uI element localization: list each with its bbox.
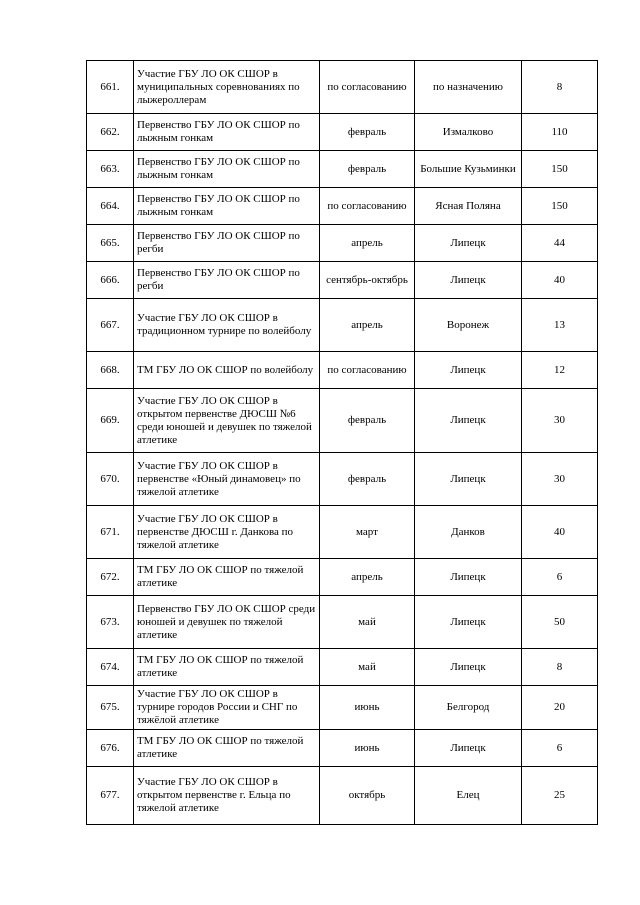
event-name-cell: ТМ ГБУ ЛО ОК СШОР по тяжелой атлетике [134, 730, 320, 767]
table-row [87, 225, 598, 262]
event-name-cell: Участие ГБУ ЛО ОК СШОР в первенстве ДЮСШ г. Данкова по тяжелой атлетике [134, 506, 320, 559]
participants-cell: 8 [522, 61, 598, 114]
participants-cell: 8 [522, 649, 598, 686]
table-row [87, 114, 598, 151]
place-cell: Липецк [415, 225, 522, 262]
table-row [87, 61, 598, 114]
participants-cell: 150 [522, 188, 598, 225]
event-name-cell: Первенство ГБУ ЛО ОК СШОР по лыжным гонкам [134, 151, 320, 188]
table-row [87, 352, 598, 389]
event-name-cell: Участие ГБУ ЛО ОК СШОР в первенстве «Юный динамовец» по тяжелой атлетике [134, 453, 320, 506]
participants-cell: 6 [522, 559, 598, 596]
place-cell: Белгород [415, 686, 522, 730]
row-number-cell: 677. [87, 767, 134, 825]
date-cell: сентябрь-октябрь [320, 262, 415, 299]
row-number-cell: 667. [87, 299, 134, 352]
table-row [87, 151, 598, 188]
place-cell: Липецк [415, 453, 522, 506]
table-row [87, 649, 598, 686]
event-name-cell: Первенство ГБУ ЛО ОК СШОР по регби [134, 225, 320, 262]
row-number-cell: 670. [87, 453, 134, 506]
date-cell: апрель [320, 225, 415, 262]
place-cell: Измалково [415, 114, 522, 151]
place-cell: Липецк [415, 730, 522, 767]
table-row [87, 453, 598, 506]
row-number-cell: 666. [87, 262, 134, 299]
table-row [87, 299, 598, 352]
row-number-cell: 676. [87, 730, 134, 767]
table-row [87, 686, 598, 730]
row-number-cell: 672. [87, 559, 134, 596]
table-row [87, 506, 598, 559]
row-number-cell: 674. [87, 649, 134, 686]
date-cell: по согласованию [320, 61, 415, 114]
participants-cell: 40 [522, 262, 598, 299]
table-body [87, 61, 598, 825]
row-number-cell: 669. [87, 389, 134, 453]
table-row [87, 767, 598, 825]
date-cell: февраль [320, 151, 415, 188]
row-number-cell: 663. [87, 151, 134, 188]
date-cell: февраль [320, 114, 415, 151]
event-name-cell: Участие ГБУ ЛО ОК СШОР в открытом первенстве ДЮСШ №6 среди юношей и девушек по тяжелой атлетике [134, 389, 320, 453]
place-cell: Липецк [415, 559, 522, 596]
row-number-cell: 661. [87, 61, 134, 114]
date-cell: апрель [320, 559, 415, 596]
table-row [87, 730, 598, 767]
table-row [87, 188, 598, 225]
event-name-cell: ТМ ГБУ ЛО ОК СШОР по волейболу [134, 352, 320, 389]
participants-cell: 20 [522, 686, 598, 730]
place-cell: Липецк [415, 262, 522, 299]
date-cell: февраль [320, 453, 415, 506]
date-cell: март [320, 506, 415, 559]
row-number-cell: 664. [87, 188, 134, 225]
event-name-cell: Участие ГБУ ЛО ОК СШОР в традиционном турнире по волейболу [134, 299, 320, 352]
participants-cell: 13 [522, 299, 598, 352]
date-cell: июнь [320, 686, 415, 730]
participants-cell: 110 [522, 114, 598, 151]
participants-cell: 50 [522, 596, 598, 649]
event-name-cell: Участие ГБУ ЛО ОК СШОР в открытом первенстве г. Ельца по тяжелой атлетике [134, 767, 320, 825]
place-cell: Елец [415, 767, 522, 825]
place-cell: Липецк [415, 596, 522, 649]
participants-cell: 30 [522, 453, 598, 506]
participants-cell: 12 [522, 352, 598, 389]
participants-cell: 40 [522, 506, 598, 559]
participants-cell: 6 [522, 730, 598, 767]
row-number-cell: 671. [87, 506, 134, 559]
row-number-cell: 668. [87, 352, 134, 389]
place-cell: Воронеж [415, 299, 522, 352]
event-name-cell: Первенство ГБУ ЛО ОК СШОР по регби [134, 262, 320, 299]
events-table [86, 60, 598, 825]
table-row [87, 262, 598, 299]
place-cell: Ясная Поляна [415, 188, 522, 225]
date-cell: май [320, 649, 415, 686]
table-row [87, 389, 598, 453]
place-cell: Липецк [415, 649, 522, 686]
event-name-cell: Участие ГБУ ЛО ОК СШОР в муниципальных соревнованиях по лыжероллерам [134, 61, 320, 114]
date-cell: апрель [320, 299, 415, 352]
event-name-cell: Первенство ГБУ ЛО ОК СШОР среди юношей и девушек по тяжелой атлетике [134, 596, 320, 649]
event-name-cell: Участие ГБУ ЛО ОК СШОР в турнире городов России и СНГ по тяжёлой атлетике [134, 686, 320, 730]
participants-cell: 30 [522, 389, 598, 453]
place-cell: по назначению [415, 61, 522, 114]
row-number-cell: 665. [87, 225, 134, 262]
place-cell: Данков [415, 506, 522, 559]
table-row [87, 559, 598, 596]
table-row [87, 596, 598, 649]
date-cell: октябрь [320, 767, 415, 825]
event-name-cell: Первенство ГБУ ЛО ОК СШОР по лыжным гонкам [134, 114, 320, 151]
date-cell: май [320, 596, 415, 649]
place-cell: Липецк [415, 352, 522, 389]
date-cell: по согласованию [320, 352, 415, 389]
date-cell: июнь [320, 730, 415, 767]
place-cell: Большие Кузьминки [415, 151, 522, 188]
event-name-cell: Первенство ГБУ ЛО ОК СШОР по лыжным гонкам [134, 188, 320, 225]
event-name-cell: ТМ ГБУ ЛО ОК СШОР по тяжелой атлетике [134, 559, 320, 596]
date-cell: по согласованию [320, 188, 415, 225]
place-cell: Липецк [415, 389, 522, 453]
row-number-cell: 662. [87, 114, 134, 151]
event-name-cell: ТМ ГБУ ЛО ОК СШОР по тяжелой атлетике [134, 649, 320, 686]
participants-cell: 25 [522, 767, 598, 825]
row-number-cell: 675. [87, 686, 134, 730]
participants-cell: 150 [522, 151, 598, 188]
row-number-cell: 673. [87, 596, 134, 649]
participants-cell: 44 [522, 225, 598, 262]
date-cell: февраль [320, 389, 415, 453]
